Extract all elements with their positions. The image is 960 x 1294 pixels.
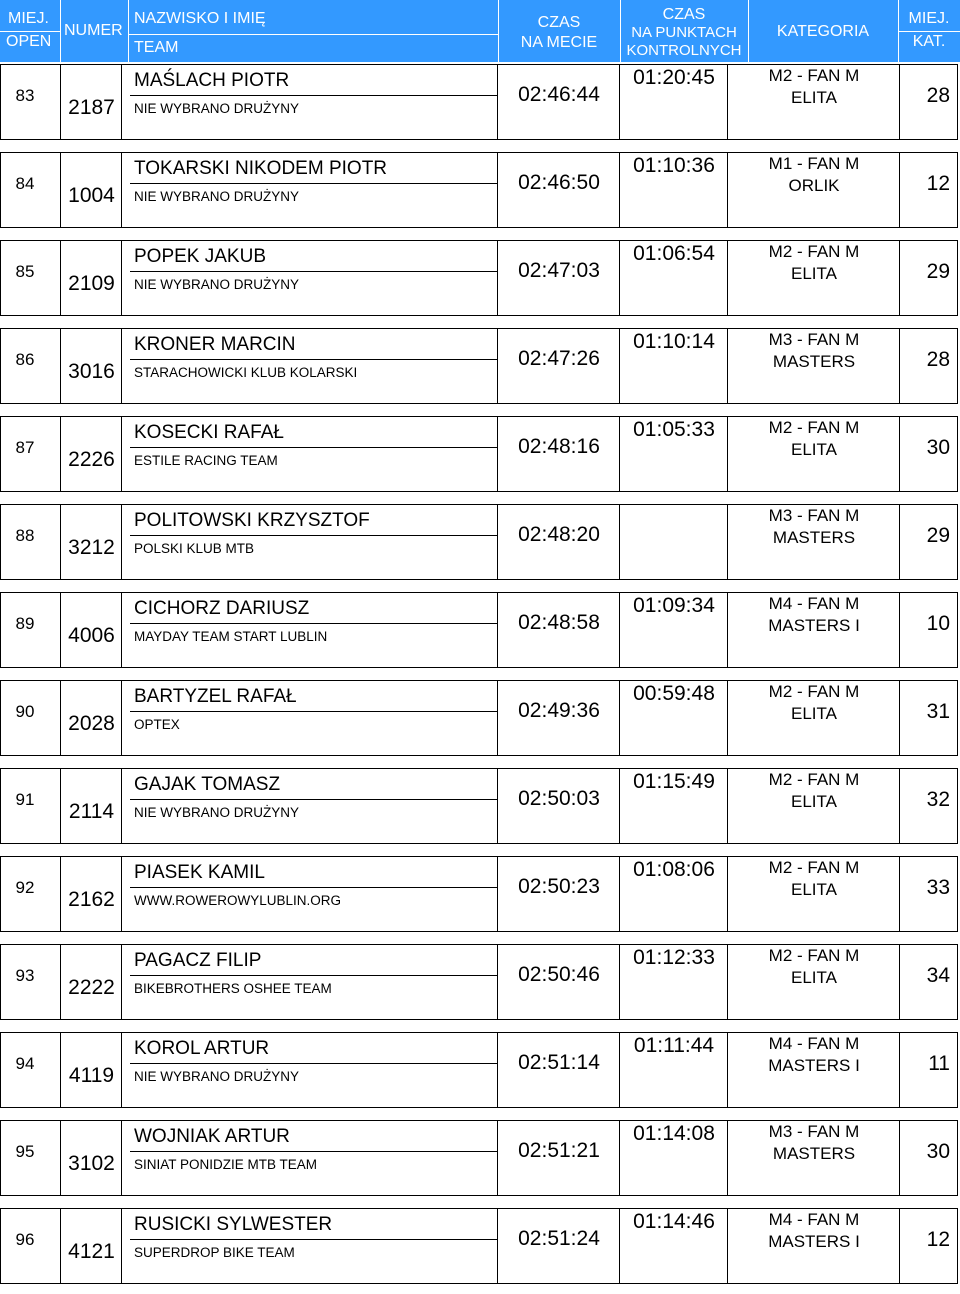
finish-time: 02:47:03 bbox=[518, 259, 600, 282]
place-open: 83 bbox=[15, 86, 35, 105]
checkpoint-time: 01:14:08 bbox=[633, 1122, 715, 1145]
header-checkpoint-3: KONTROLNYCH bbox=[626, 42, 742, 59]
rider-name: WOJNIAK ARTUR bbox=[134, 1126, 290, 1147]
rider-team: ESTILE RACING TEAM bbox=[134, 453, 278, 468]
header-place-open-1: MIEJ. bbox=[8, 10, 49, 27]
category-group: MASTERS bbox=[772, 1144, 856, 1163]
rider-name: TOKARSKI NIKODEM PIOTR bbox=[134, 158, 388, 179]
place-open: 95 bbox=[15, 1142, 35, 1161]
table-row bbox=[0, 854, 960, 942]
category-class: M3 - FAN M bbox=[768, 506, 860, 525]
category-class: M4 - FAN M bbox=[768, 1210, 860, 1229]
name-underline bbox=[130, 183, 498, 184]
bib-number: 3016 bbox=[68, 360, 115, 383]
rider-team: STARACHOWICKI KLUB KOLARSKI bbox=[134, 365, 358, 380]
category-class: M2 - FAN M bbox=[768, 770, 860, 789]
name-underline bbox=[130, 359, 498, 360]
rider-team: NIE WYBRANO DRUŻYNY bbox=[134, 101, 300, 116]
category-place: 29 bbox=[926, 524, 950, 547]
name-underline bbox=[130, 799, 498, 800]
category-class: M2 - FAN M bbox=[768, 242, 860, 261]
category-group: ELITA bbox=[791, 264, 837, 283]
category-place: 34 bbox=[926, 964, 950, 987]
place-open: 96 bbox=[15, 1230, 35, 1249]
name-underline bbox=[130, 623, 498, 624]
header-place-open-2: OPEN bbox=[6, 33, 52, 50]
rider-name: KOROL ARTUR bbox=[134, 1038, 270, 1059]
header-place-cat-1: MIEJ. bbox=[908, 10, 950, 27]
rider-name: RUSICKI SYLWESTER bbox=[134, 1214, 333, 1235]
name-underline bbox=[130, 1239, 498, 1240]
header-divider bbox=[60, 0, 61, 62]
bib-number: 2114 bbox=[68, 800, 115, 823]
checkpoint-time: 01:15:49 bbox=[633, 770, 715, 793]
rider-team: SINIAT PONIDZIE MTB TEAM bbox=[134, 1157, 318, 1172]
bib-number: 2109 bbox=[68, 272, 115, 295]
name-underline bbox=[130, 1151, 498, 1152]
rider-team: SUPERDROP BIKE TEAM bbox=[134, 1245, 295, 1260]
checkpoint-time: 01:12:33 bbox=[633, 946, 715, 969]
finish-time: 02:50:03 bbox=[518, 787, 600, 810]
checkpoint-time: 01:10:14 bbox=[633, 330, 715, 353]
category-class: M2 - FAN M bbox=[768, 66, 860, 85]
finish-time: 02:49:36 bbox=[518, 699, 600, 722]
category-group: ELITA bbox=[791, 880, 837, 899]
rider-name: POLITOWSKI KRZYSZTOF bbox=[134, 510, 370, 531]
table-row bbox=[0, 502, 960, 590]
table-row bbox=[0, 62, 960, 150]
bib-number: 2187 bbox=[68, 96, 115, 119]
rider-name: POPEK JAKUB bbox=[134, 246, 266, 267]
header-finish-time-1: CZAS bbox=[537, 14, 581, 31]
place-open: 92 bbox=[15, 878, 35, 897]
finish-time: 02:46:50 bbox=[518, 171, 600, 194]
finish-time: 02:48:16 bbox=[518, 435, 600, 458]
place-open: 88 bbox=[15, 526, 35, 545]
name-underline bbox=[130, 711, 498, 712]
header-checkpoint-2: NA PUNKTACH bbox=[631, 24, 737, 41]
category-place: 29 bbox=[926, 260, 950, 283]
category-class: M3 - FAN M bbox=[768, 1122, 860, 1141]
category-place: 28 bbox=[926, 84, 950, 107]
place-open: 89 bbox=[15, 614, 35, 633]
finish-time: 02:47:26 bbox=[518, 347, 600, 370]
bib-number: 2222 bbox=[68, 976, 115, 999]
bib-number: 2162 bbox=[68, 888, 115, 911]
name-underline bbox=[130, 887, 498, 888]
place-open: 93 bbox=[15, 966, 35, 985]
category-group: MASTERS I bbox=[768, 616, 860, 635]
category-class: M2 - FAN M bbox=[768, 418, 860, 437]
table-row bbox=[0, 942, 960, 1030]
finish-time: 02:48:20 bbox=[518, 523, 600, 546]
bib-number: 3102 bbox=[68, 1152, 115, 1175]
category-place: 28 bbox=[926, 348, 950, 371]
rider-name: PIASEK KAMIL bbox=[134, 862, 265, 883]
rider-team: WWW.ROWEROWYLUBLIN.ORG bbox=[134, 893, 341, 908]
rider-name: CICHORZ DARIUSZ bbox=[134, 598, 310, 619]
rider-team: MAYDAY TEAM START LUBLIN bbox=[134, 629, 328, 644]
bib-number: 4119 bbox=[68, 1064, 115, 1087]
checkpoint-time: 01:11:44 bbox=[633, 1034, 715, 1057]
bib-number: 2028 bbox=[68, 712, 115, 735]
results-header bbox=[0, 0, 960, 62]
results-table bbox=[0, 62, 960, 1294]
name-underline bbox=[130, 271, 498, 272]
header-place-cat-2: KAT. bbox=[912, 33, 946, 50]
bib-number: 4006 bbox=[68, 624, 115, 647]
table-row bbox=[0, 150, 960, 238]
finish-time: 02:50:46 bbox=[518, 963, 600, 986]
category-class: M2 - FAN M bbox=[768, 946, 860, 965]
rider-team: BIKEBROTHERS OSHEE TEAM bbox=[134, 981, 332, 996]
category-class: M2 - FAN M bbox=[768, 682, 860, 701]
rider-name: KOSECKI RAFAŁ bbox=[134, 422, 284, 443]
name-underline bbox=[130, 1063, 498, 1064]
category-group: MASTERS I bbox=[768, 1232, 860, 1251]
category-group: MASTERS bbox=[772, 528, 856, 547]
rider-name: PAGACZ FILIP bbox=[134, 950, 262, 971]
place-open: 94 bbox=[15, 1054, 35, 1073]
category-place: 12 bbox=[926, 1228, 950, 1251]
finish-time: 02:51:24 bbox=[518, 1227, 600, 1250]
table-row bbox=[0, 766, 960, 854]
finish-time: 02:48:58 bbox=[518, 611, 600, 634]
bib-number: 2226 bbox=[68, 448, 115, 471]
category-class: M1 - FAN M bbox=[768, 154, 860, 173]
rider-name: BARTYZEL RAFAŁ bbox=[134, 686, 297, 707]
name-underline bbox=[130, 95, 498, 96]
header-number: NUMER bbox=[64, 22, 123, 39]
category-class: M3 - FAN M bbox=[768, 330, 860, 349]
place-open: 85 bbox=[15, 262, 35, 281]
rider-name: KRONER MARCIN bbox=[134, 334, 296, 355]
category-place: 32 bbox=[926, 788, 950, 811]
category-group: ELITA bbox=[791, 704, 837, 723]
category-class: M4 - FAN M bbox=[768, 594, 860, 613]
table-row bbox=[0, 1118, 960, 1206]
place-open: 84 bbox=[15, 174, 35, 193]
header-team: TEAM bbox=[134, 39, 179, 56]
table-row bbox=[0, 590, 960, 678]
place-open: 87 bbox=[15, 438, 35, 457]
header-finish-time-2: NA MECIE bbox=[520, 34, 598, 51]
finish-time: 02:51:14 bbox=[518, 1051, 600, 1074]
checkpoint-time: 01:09:34 bbox=[633, 594, 715, 617]
place-open: 90 bbox=[15, 702, 35, 721]
category-group: ELITA bbox=[791, 88, 837, 107]
category-group: ELITA bbox=[791, 968, 837, 987]
checkpoint-time: 01:20:45 bbox=[633, 66, 715, 89]
rider-name: GAJAK TOMASZ bbox=[134, 774, 281, 795]
category-group: MASTERS I bbox=[768, 1056, 860, 1075]
header-category: KATEGORIA bbox=[776, 23, 870, 40]
bib-number: 3212 bbox=[68, 536, 115, 559]
table-row bbox=[0, 1030, 960, 1118]
table-row bbox=[0, 1206, 960, 1294]
rider-team: NIE WYBRANO DRUŻYNY bbox=[134, 277, 300, 292]
table-row bbox=[0, 326, 960, 414]
bib-number: 1004 bbox=[68, 184, 115, 207]
cell-border bbox=[620, 504, 728, 580]
checkpoint-time: 01:08:06 bbox=[633, 858, 715, 881]
place-open: 86 bbox=[15, 350, 35, 369]
category-class: M2 - FAN M bbox=[768, 858, 860, 877]
header-underline bbox=[128, 34, 498, 35]
rider-team: OPTEX bbox=[134, 717, 180, 732]
category-group: ORLIK bbox=[788, 176, 840, 195]
table-row bbox=[0, 678, 960, 766]
finish-time: 02:50:23 bbox=[518, 875, 600, 898]
rider-team: NIE WYBRANO DRUŻYNY bbox=[134, 1069, 300, 1084]
rider-team: NIE WYBRANO DRUŻYNY bbox=[134, 805, 300, 820]
name-underline bbox=[130, 975, 498, 976]
category-group: MASTERS bbox=[772, 352, 856, 371]
header-checkpoint-1: CZAS bbox=[662, 6, 706, 23]
category-group: ELITA bbox=[791, 792, 837, 811]
name-underline bbox=[130, 535, 498, 536]
checkpoint-time: 01:06:54 bbox=[633, 242, 715, 265]
category-place: 12 bbox=[926, 172, 950, 195]
category-place: 30 bbox=[926, 1140, 950, 1163]
category-class: M4 - FAN M bbox=[768, 1034, 860, 1053]
checkpoint-time: 01:10:36 bbox=[633, 154, 715, 177]
bib-number: 4121 bbox=[68, 1240, 115, 1263]
rider-team: NIE WYBRANO DRUŻYNY bbox=[134, 189, 300, 204]
category-place: 31 bbox=[926, 700, 950, 723]
checkpoint-time: 00:59:48 bbox=[633, 682, 715, 705]
table-row bbox=[0, 414, 960, 502]
name-underline bbox=[130, 447, 498, 448]
category-place: 33 bbox=[926, 876, 950, 899]
rider-name: MAŚLACH PIOTR bbox=[134, 70, 290, 91]
place-open: 91 bbox=[15, 790, 35, 809]
finish-time: 02:51:21 bbox=[518, 1139, 600, 1162]
category-place: 10 bbox=[926, 612, 950, 635]
finish-time: 02:46:44 bbox=[518, 83, 600, 106]
checkpoint-time: 01:05:33 bbox=[633, 418, 715, 441]
category-place: 11 bbox=[928, 1052, 950, 1075]
checkpoint-time: 01:14:46 bbox=[633, 1210, 715, 1233]
rider-team: POLSKI KLUB MTB bbox=[134, 541, 255, 556]
category-group: ELITA bbox=[791, 440, 837, 459]
header-name: NAZWISKO I IMIĘ bbox=[134, 10, 266, 27]
header-divider bbox=[128, 0, 129, 62]
table-row bbox=[0, 238, 960, 326]
category-place: 30 bbox=[926, 436, 950, 459]
